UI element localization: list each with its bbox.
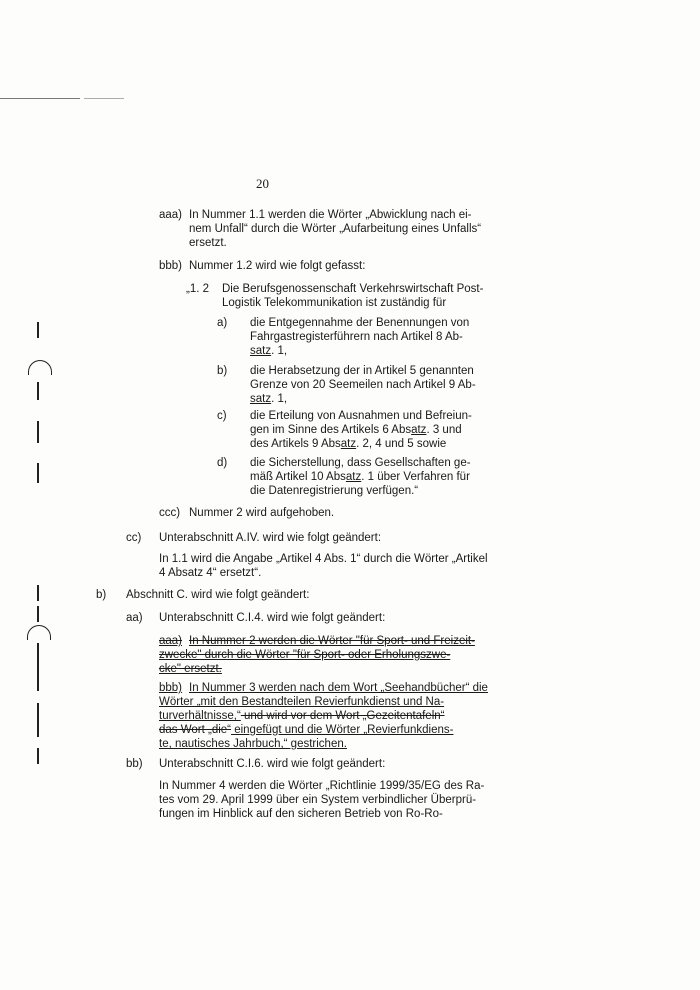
item-label: aaa) bbox=[159, 635, 183, 647]
margin-arc bbox=[27, 625, 51, 640]
paragraph-line: Unterabschnitt C.I.4. wird wie folgt geändert: bbox=[159, 612, 386, 624]
paragraph-line: gen im Sinne des Artikels 6 Absatz. 3 und bbox=[250, 424, 462, 436]
paragraph-line: satz. 1, bbox=[250, 345, 288, 357]
paragraph-line: nem Unfall“ durch die Wörter „Aufarbeitung eines Unfalls“ bbox=[189, 223, 482, 235]
paragraph-line: Die Berufsgenossenschaft Verkehrswirtschaft Post- bbox=[222, 283, 484, 295]
item-label: cc) bbox=[126, 532, 142, 544]
paragraph-line: Nummer 1.2 wird wie folgt gefasst: bbox=[189, 260, 366, 272]
margin-bar bbox=[37, 382, 39, 400]
paragraph-line: Unterabschnitt C.I.6. wird wie folgt geändert: bbox=[159, 758, 386, 770]
quote-number: „1. 2 bbox=[186, 283, 210, 295]
paragraph-line: die Sicherstellung, dass Gesellschaften ge- bbox=[250, 457, 471, 469]
paragraph-line: Abschnitt C. wird wie folgt geändert: bbox=[126, 589, 310, 601]
paragraph-line: Grenze von 20 Seemeilen nach Artikel 9 Ab- bbox=[250, 379, 476, 391]
paragraph-line: Wörter „mit den Bestandteilen Revierfunkdienst und Na- bbox=[159, 696, 445, 708]
margin-bar bbox=[37, 585, 39, 601]
paragraph-line: turverhältnisse,“ und wird vor dem Wort „Gezeitentafeln“ bbox=[159, 710, 445, 722]
paragraph-line: die Erteilung von Ausnahmen und Befreiun- bbox=[250, 410, 472, 422]
paragraph-line: des Artikels 9 Absatz. 2, 4 und 5 sowie bbox=[250, 438, 447, 450]
paragraph-line: die Entgegennahme der Benennungen von bbox=[250, 317, 470, 329]
item-label: aa) bbox=[126, 612, 143, 624]
paragraph-line: tes vom 29. April 1999 über ein System verbindlicher Überprü- bbox=[159, 794, 477, 806]
margin-bar bbox=[37, 322, 39, 338]
item-label: bbb) bbox=[159, 260, 183, 272]
section-label: b) bbox=[96, 589, 107, 601]
paragraph-line: Fahrgastregisterführern nach Artikel 8 Ab- bbox=[250, 331, 463, 343]
scan-artifact-line bbox=[0, 98, 80, 99]
paragraph-line: Nummer 2 wird aufgehoben. bbox=[189, 507, 335, 519]
paragraph-line: die Herabsetzung der in Artikel 5 genannten bbox=[250, 365, 474, 377]
paragraph-line: das Wort „die“ eingefügt und die Wörter „Revierfunkdiens- bbox=[159, 724, 454, 736]
paragraph-line: fungen im Hinblick auf den sicheren Betrieb von Ro-Ro- bbox=[159, 808, 443, 820]
margin-bar bbox=[37, 421, 39, 443]
page-number: 20 bbox=[256, 176, 269, 191]
margin-bar bbox=[37, 463, 39, 483]
item-label: bbb) bbox=[159, 682, 183, 694]
paragraph-line: In Nummer 3 werden nach dem Wort „Seehandbücher“ die bbox=[189, 682, 488, 694]
margin-bar bbox=[37, 643, 39, 691]
item-label: ccc) bbox=[159, 507, 181, 519]
paragraph-line: In 1.1 wird die Angabe „Artikel 4 Abs. 1“ durch die Wörter „Artikel bbox=[159, 553, 488, 565]
scan-artifact-line bbox=[84, 98, 124, 99]
subitem-label: a) bbox=[217, 317, 228, 329]
paragraph-line: die Datenregistrierung verfügen.“ bbox=[250, 485, 419, 497]
subitem-label: b) bbox=[217, 365, 228, 377]
item-label: aaa) bbox=[159, 209, 183, 221]
margin-bar bbox=[37, 606, 39, 622]
paragraph-line: 4 Absatz 4“ ersetzt“. bbox=[159, 567, 262, 579]
paragraph-line: In Nummer 1.1 werden die Wörter „Abwicklung nach ei- bbox=[189, 209, 472, 221]
item-label: bb) bbox=[126, 758, 143, 770]
margin-arc bbox=[28, 360, 52, 375]
paragraph-line: Logistik Telekommunikation ist zuständig für bbox=[222, 297, 447, 309]
paragraph-line: te, nautisches Jahrbuch,“ gestrichen. bbox=[159, 738, 347, 750]
paragraph-line: Unterabschnitt A.IV. wird wie folgt geändert: bbox=[159, 532, 382, 544]
paragraph-line: cke" ersetzt. bbox=[159, 663, 222, 675]
paragraph-line: In Nummer 2 werden die Wörter "für Sport- und Freizeit- bbox=[189, 635, 475, 647]
margin-bar bbox=[37, 703, 39, 737]
paragraph-line: ersetzt. bbox=[189, 237, 227, 249]
paragraph-line: In Nummer 4 werden die Wörter „Richtlinie 1999/35/EG des Ra- bbox=[159, 780, 485, 792]
subitem-label: d) bbox=[217, 457, 228, 469]
subitem-label: c) bbox=[217, 410, 227, 422]
paragraph-line: zwecke" durch die Wörter "für Sport- oder Erholungszwe- bbox=[159, 649, 451, 661]
paragraph-line: mäß Artikel 10 Absatz. 1 über Verfahren für bbox=[250, 471, 470, 483]
margin-bar bbox=[37, 748, 39, 764]
paragraph-line: satz. 1, bbox=[250, 393, 288, 405]
